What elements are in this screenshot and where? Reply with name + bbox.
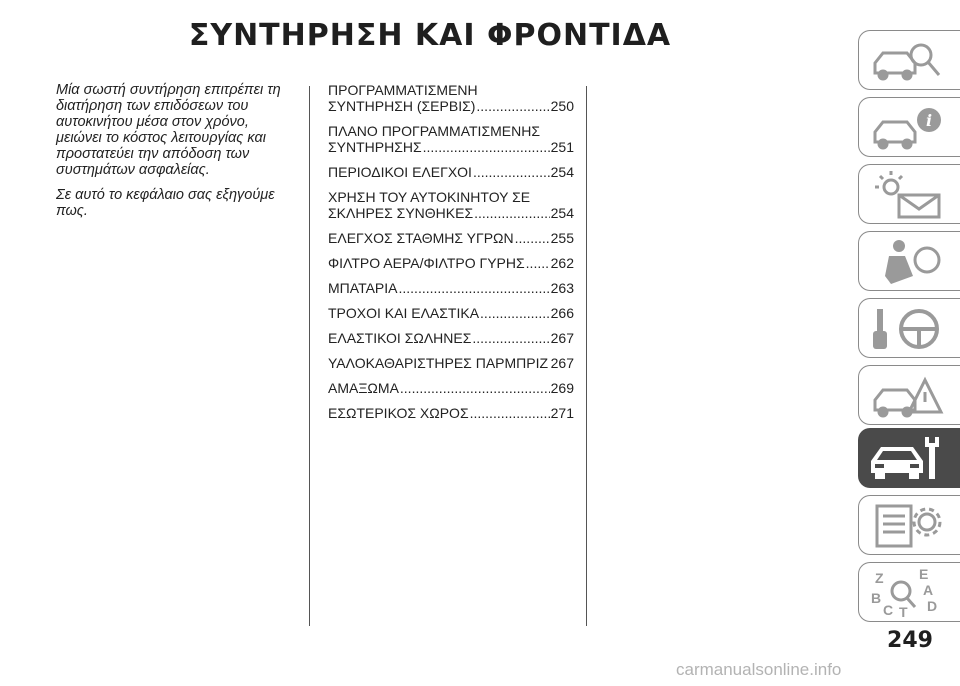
tab-maintenance[interactable]	[858, 428, 960, 488]
toc-entry-title: ΕΛΑΣΤΙΚΟΙ ΣΩΛΗΝΕΣ	[328, 330, 472, 346]
dot-leader	[423, 139, 550, 155]
intro-text	[56, 82, 292, 228]
toc-entry-title: ΠΕΡΙΟΔΙΚΟΙ ΕΛΕΓΧΟΙ	[328, 164, 472, 180]
column-divider	[586, 86, 587, 626]
car-warning-triangle-icon	[869, 370, 949, 422]
toc-page-number: 266	[550, 305, 574, 321]
seat-airbag-icon	[869, 236, 949, 288]
key-steering-wheel-icon	[869, 303, 949, 355]
dot-leader	[549, 355, 550, 371]
toc-entry-title: ΑΜΑΞΩΜΑ	[328, 380, 399, 396]
toc-entry[interactable]	[328, 164, 574, 180]
dot-leader	[515, 230, 550, 246]
toc-entry-title: ΣΚΛΗΡΕΣ ΣΥΝΘΗΚΕΣ	[328, 205, 474, 221]
toc-entry[interactable]	[328, 230, 574, 246]
dot-leader	[476, 98, 549, 114]
watermark: carmanualsonline.info	[676, 660, 842, 679]
toc-entry-title: ΤΡΟΧΟΙ ΚΑΙ ΕΛΑΣΤΙΚΑ	[328, 305, 480, 321]
index-letter: T	[899, 604, 908, 619]
index-letter: Z	[875, 570, 884, 586]
dot-leader	[526, 255, 550, 271]
toc-entry-title: ΧΡΗΣΗ ΤΟΥ ΑΥΤΟΚΙΝΗΤΟΥ ΣΕ	[328, 189, 531, 205]
tab-warning-lights[interactable]	[858, 164, 960, 224]
toc-entry[interactable]	[328, 189, 574, 221]
toc-entry[interactable]	[328, 255, 574, 271]
car-info-icon	[869, 102, 949, 154]
dot-leader	[400, 380, 550, 396]
toc-page-number: 269	[550, 380, 574, 396]
toc-page-number: 262	[550, 255, 574, 271]
dot-leader	[474, 205, 550, 221]
tab-emergency[interactable]	[858, 365, 960, 425]
specs-gear-icon	[869, 500, 949, 552]
intro-paragraph: Σε αυτό το κεφάλαιο σας εξηγούμε πως.	[56, 187, 275, 219]
toc-page-number: 267	[550, 355, 574, 371]
tab-index[interactable]	[858, 562, 960, 622]
toc-entry-title: ΦΙΛΤΡΟ ΑΕΡΑ/ΦΙΛΤΡΟ ΓΥΡΗΣ	[328, 255, 525, 271]
toc-entry[interactable]	[328, 330, 574, 346]
index-letter: A	[923, 582, 934, 598]
toc-page-number: 255	[550, 230, 574, 246]
toc-entry-title: ΣΥΝΤΗΡΗΣΗΣ	[328, 139, 422, 155]
toc-entry[interactable]	[328, 82, 574, 114]
tab-technical-data[interactable]	[858, 495, 960, 555]
toc-entry[interactable]	[328, 405, 574, 421]
dot-leader	[473, 164, 550, 180]
dot-leader	[399, 280, 550, 296]
svg-text:i: i	[925, 111, 933, 130]
tab-safety[interactable]	[858, 231, 960, 291]
dot-leader	[470, 405, 550, 421]
column-divider	[309, 86, 310, 626]
toc-page-number: 267	[550, 330, 574, 346]
page-number: 249	[887, 628, 933, 653]
warning-light-message-icon	[869, 169, 949, 221]
toc-entry-title: ΣΥΝΤΗΡΗΣΗ (ΣΕΡΒΙΣ)	[328, 98, 476, 114]
toc-page-number: 251	[550, 139, 574, 155]
toc-entry-title: ΕΛΕΓΧΟΣ ΣΤΑΘΜΗΣ ΥΓΡΩΝ	[328, 230, 514, 246]
dot-leader	[480, 305, 550, 321]
index-letter: D	[927, 598, 938, 614]
page-title: ΣΥΝΤΗΡΗΣΗ ΚΑΙ ΦΡΟΝΤΙΔΑ	[188, 18, 672, 53]
index-letter: C	[883, 602, 894, 618]
toc-entry-title: ΠΛΑΝΟ ΠΡΟΓΡΑΜΜΑΤΙΣΜΕΝΗΣ	[328, 123, 540, 139]
toc-entry[interactable]	[328, 380, 574, 396]
toc-entry-title: ΠΡΟΓΡΑΜΜΑΤΙΣΜΕΝΗ	[328, 82, 478, 98]
alphabetical-index-icon	[869, 567, 949, 619]
toc-entry[interactable]	[328, 355, 574, 371]
dot-leader	[472, 330, 549, 346]
tab-car-info[interactable]	[858, 97, 960, 157]
tab-starting-driving[interactable]	[858, 298, 960, 358]
toc-page-number: 250	[550, 98, 574, 114]
toc-page-number: 263	[550, 280, 574, 296]
car-search-icon	[869, 35, 949, 87]
table-of-contents	[328, 82, 574, 430]
index-letter: B	[871, 590, 882, 606]
toc-page-number: 271	[550, 405, 574, 421]
car-wrench-icon	[869, 433, 949, 485]
toc-page-number: 254	[550, 164, 574, 180]
toc-page-number: 254	[550, 205, 574, 221]
toc-entry[interactable]	[328, 123, 574, 155]
chapter-tabs	[858, 0, 960, 686]
toc-entry-title: ΕΣΩΤΕΡΙΚΟΣ ΧΩΡΟΣ	[328, 405, 469, 421]
tab-car-search[interactable]	[858, 30, 960, 90]
index-letter: E	[919, 567, 929, 582]
toc-entry-title: ΥΑΛΟΚΑΘΑΡΙΣΤΗΡΕΣ ΠΑΡΜΠΡΙΖ	[328, 355, 549, 371]
toc-entry[interactable]	[328, 305, 574, 321]
toc-entry-title: ΜΠΑΤΑΡΙΑ	[328, 280, 398, 296]
toc-entry[interactable]	[328, 280, 574, 296]
intro-paragraph: Μία σωστή συντήρηση επιτρέπει τη διατήρηση των επιδόσεων του αυτοκινήτου μέσα στον χρόνο, μειώνει το κόστος λειτουργίας και προστατεύει την απόδοση των συστημάτων ασφαλείας.	[56, 82, 281, 178]
